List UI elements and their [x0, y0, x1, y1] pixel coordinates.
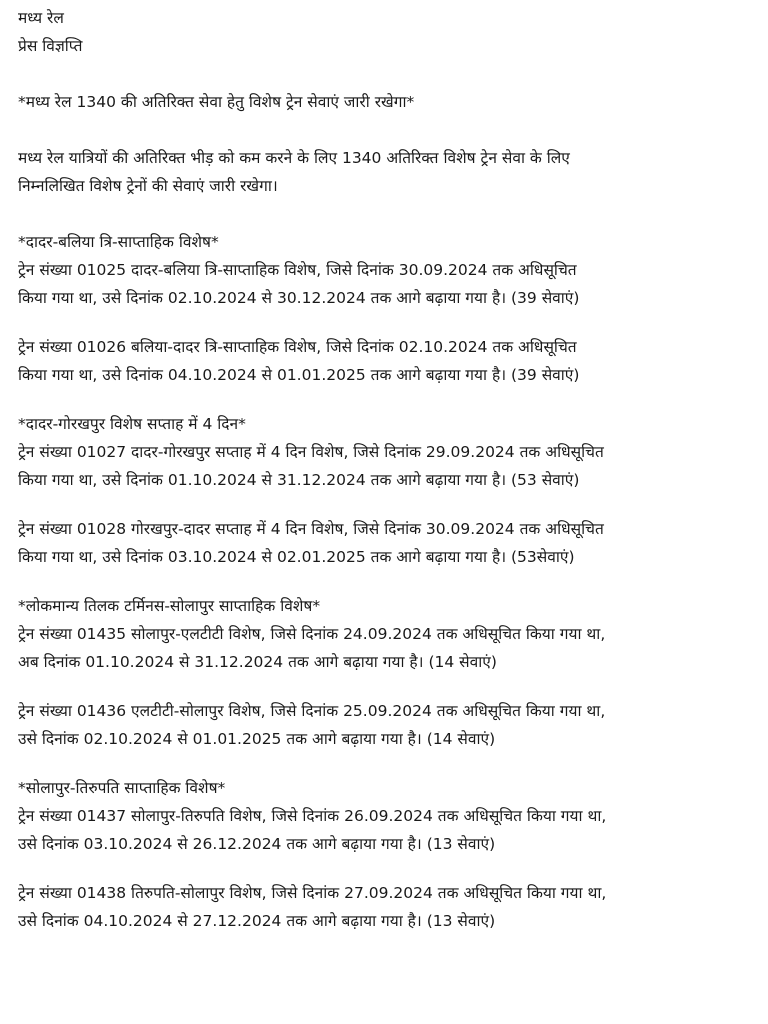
- train-entry: [18, 333, 750, 389]
- train-entry-line: ट्रेन संख्या 01027 दादर-गोरखपुर सप्ताह में 4 दिन विशेष, जिसे दिनांक 29.09.2024 तक अधिसूचित: [18, 443, 604, 461]
- spacer: [18, 858, 750, 879]
- spacer: [18, 116, 750, 144]
- intro-line: निम्नलिखित विशेष ट्रेनों की सेवाएं जारी रखेगा।: [18, 177, 278, 195]
- spacer: [18, 60, 750, 88]
- section-title: *लोकमान्य तिलक टर्मिनस-सोलापुर साप्ताहिक विशेष*: [18, 597, 321, 615]
- spacer: [18, 312, 750, 333]
- train-section: [18, 228, 750, 389]
- train-entry: [18, 256, 750, 312]
- train-entry: [18, 515, 750, 571]
- spacer: [18, 200, 750, 228]
- spacer: [18, 389, 750, 410]
- train-entry-line: ट्रेन संख्या 01026 बलिया-दादर त्रि-साप्ताहिक विशेष, जिसे दिनांक 02.10.2024 तक अधिसूचित: [18, 338, 577, 356]
- train-entry: [18, 620, 750, 676]
- train-entry-line: उसे दिनांक 03.10.2024 से 26.12.2024 तक आगे बढ़ाया गया है। (13 सेवाएं): [18, 835, 496, 853]
- spacer: [18, 753, 750, 774]
- train-entry-line: उसे दिनांक 04.10.2024 से 27.12.2024 तक आगे बढ़ाया गया है। (13 सेवाएं): [18, 912, 496, 930]
- train-entry: [18, 879, 750, 935]
- intro-line: मध्य रेल यात्रियों की अतिरिक्त भीड़ को कम करने के लिए 1340 अतिरिक्त विशेष ट्रेन सेवा के लिए: [18, 149, 570, 167]
- intro-paragraph: [18, 144, 750, 200]
- train-entry-line: अब दिनांक 01.10.2024 से 31.12.2024 तक आगे बढ़ाया गया है। (14 सेवाएं): [18, 653, 497, 671]
- train-entry-line: ट्रेन संख्या 01438 तिरुपति-सोलापुर विशेष, जिसे दिनांक 27.09.2024 तक अधिसूचित किया गया था,: [18, 884, 607, 902]
- headline: *मध्य रेल 1340 की अतिरिक्त सेवा हेतु विशेष ट्रेन सेवाएं जारी रखेगा*: [18, 93, 415, 111]
- train-entry-line: किया गया था, उसे दिनांक 03.10.2024 से 02.01.2025 तक आगे बढ़ाया गया है। (53सेवाएं): [18, 548, 575, 566]
- organization-name: मध्य रेल: [18, 9, 64, 27]
- train-entry-line: ट्रेन संख्या 01028 गोरखपुर-दादर सप्ताह में 4 दिन विशेष, जिसे दिनांक 30.09.2024 तक अधिसूचित: [18, 520, 604, 538]
- train-entry-line: ट्रेन संख्या 01435 सोलापुर-एलटीटी विशेष, जिसे दिनांक 24.09.2024 तक अधिसूचित किया गया था,: [18, 625, 606, 643]
- train-section: [18, 774, 750, 935]
- train-entry-line: किया गया था, उसे दिनांक 04.10.2024 से 01.01.2025 तक आगे बढ़ाया गया है। (39 सेवाएं): [18, 366, 580, 384]
- train-entry-line: ट्रेन संख्या 01437 सोलापुर-तिरुपति विशेष, जिसे दिनांक 26.09.2024 तक अधिसूचित किया गया था,: [18, 807, 607, 825]
- train-section: [18, 592, 750, 753]
- section-title: *दादर-बलिया त्रि-साप्ताहिक विशेष*: [18, 233, 219, 251]
- train-entry-line: किया गया था, उसे दिनांक 01.10.2024 से 31.12.2024 तक आगे बढ़ाया गया है। (53 सेवाएं): [18, 471, 580, 489]
- train-entry: [18, 697, 750, 753]
- train-entry: [18, 802, 750, 858]
- train-entry-line: ट्रेन संख्या 01436 एलटीटी-सोलापुर विशेष, जिसे दिनांक 25.09.2024 तक अधिसूचित किया गया था,: [18, 702, 606, 720]
- train-entry-line: उसे दिनांक 02.10.2024 से 01.01.2025 तक आगे बढ़ाया गया है। (14 सेवाएं): [18, 730, 496, 748]
- spacer: [18, 571, 750, 592]
- spacer: [18, 676, 750, 697]
- section-title: *सोलापुर-तिरुपति साप्ताहिक विशेष*: [18, 779, 226, 797]
- spacer: [18, 494, 750, 515]
- train-entry: [18, 438, 750, 494]
- train-section: [18, 410, 750, 571]
- train-entry-line: किया गया था, उसे दिनांक 02.10.2024 से 30.12.2024 तक आगे बढ़ाया गया है। (39 सेवाएं): [18, 289, 580, 307]
- train-entry-line: ट्रेन संख्या 01025 दादर-बलिया त्रि-साप्ताहिक विशेष, जिसे दिनांक 30.09.2024 तक अधिसूचित: [18, 261, 577, 279]
- section-title: *दादर-गोरखपुर विशेष सप्ताह में 4 दिन*: [18, 415, 246, 433]
- document-type: प्रेस विज्ञप्ति: [18, 37, 83, 55]
